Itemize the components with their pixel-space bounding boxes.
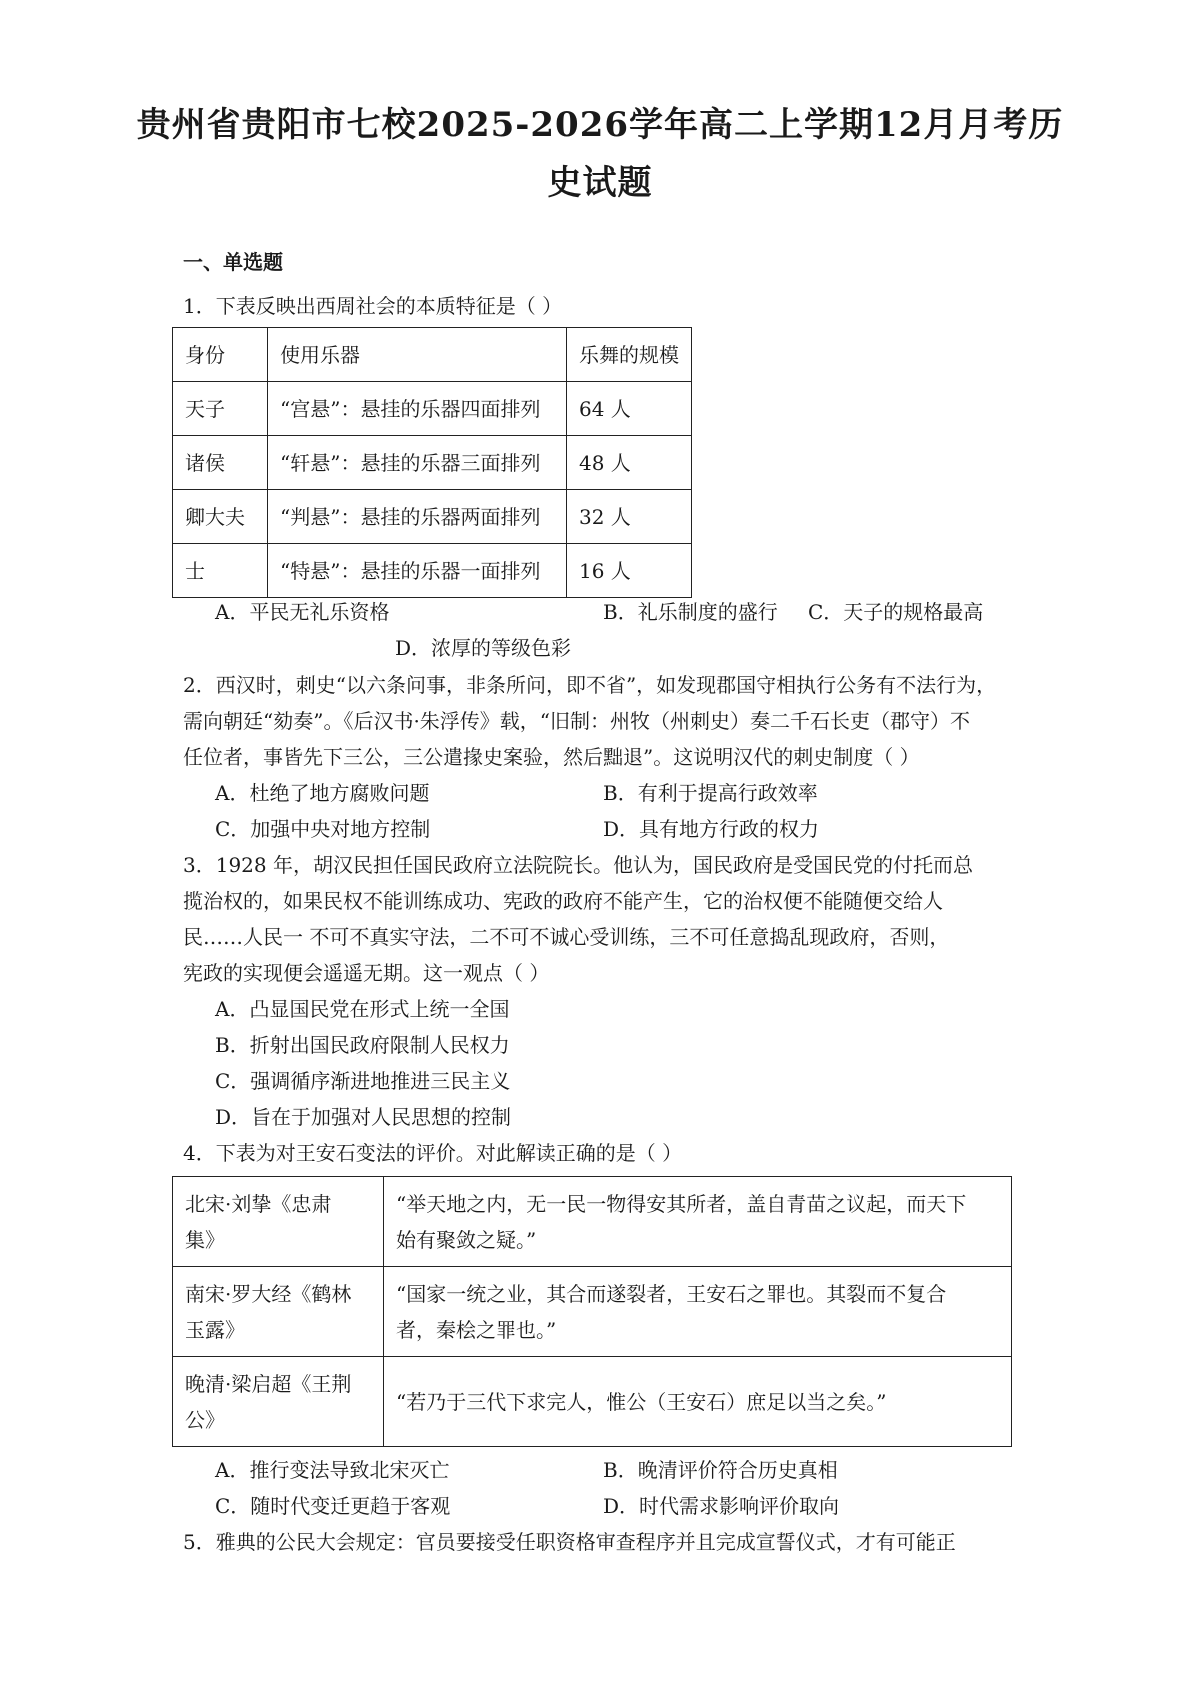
q3-option-c[interactable]: C．强调循序渐进地推进三民主义: [215, 1069, 511, 1093]
source-cell: [173, 1267, 384, 1357]
q4-option-d[interactable]: D．时代需求影响评价取向: [603, 1494, 840, 1518]
table-cell: “宫悬”：悬挂的乐器四面排列: [268, 382, 567, 436]
q1-option-a[interactable]: A．平民无礼乐资格: [215, 600, 390, 624]
table-cell: “判悬”：悬挂的乐器两面排列: [268, 490, 567, 544]
quote-line: “若乃于三代下求完人，惟公（王安石）庶足以当之矣。”: [396, 1389, 887, 1414]
q4-table: [172, 1176, 1012, 1447]
table-cell: 卿大夫: [173, 490, 268, 544]
table-row: [173, 1267, 1012, 1357]
q3-line-1: 3．1928 年，胡汉民担任国民政府立法院院长。他认为，国民政府是受国民党的付托而总: [183, 853, 973, 877]
q4-option-a[interactable]: A．推行变法导致北宋灭亡: [215, 1458, 450, 1482]
q3-option-a[interactable]: A．凸显国民党在形式上统一全国: [215, 997, 510, 1021]
table-cell: 48 人: [567, 436, 692, 490]
table-cell: 士: [173, 544, 268, 598]
q2-option-d[interactable]: D．具有地方行政的权力: [603, 817, 820, 841]
table-row: [173, 382, 692, 436]
q2-option-a[interactable]: A．杜绝了地方腐败问题: [215, 781, 430, 805]
table-cell: “轩悬”：悬挂的乐器三面排列: [268, 436, 567, 490]
source-line: 晚清·梁启超《王荆: [185, 1371, 352, 1396]
q2-line-2: 需向朝廷“劾奏”。《后汉书·朱浮传》载，“旧制：州牧（州刺史）奏二千石长吏（郡守）不: [183, 709, 971, 733]
title-line-2: 史试题: [547, 163, 653, 203]
header-cell: 乐舞的规模: [567, 328, 692, 382]
table-row: [173, 544, 692, 598]
source-line: 玉露》: [185, 1317, 245, 1342]
q3-line-3: 民……人民一 不可不真实守法，二不可不诚心受训练，三不可任意捣乱现政府，否则，: [183, 925, 950, 949]
quote-cell: [384, 1357, 1012, 1447]
q2-line-1: 2．西汉时，刺史“以六条问事，非条所问，即不省”，如发现郡国守相执行公务有不法行为，: [183, 673, 997, 697]
source-cell: [173, 1357, 384, 1447]
title-line-1: 贵州省贵阳市七校2025-2026学年高二上学期12月月考历: [136, 105, 1064, 145]
table-cell: 64 人: [567, 382, 692, 436]
q2-line-3: 任位者，事皆先下三公，三公遣掾史案验，然后黜退”。这说明汉代的刺史制度（ ）: [183, 745, 920, 769]
table-row: [173, 1357, 1012, 1447]
table-row: [173, 490, 692, 544]
q1-stem: 1．下表反映出西周社会的本质特征是（ ）: [183, 294, 563, 318]
table-cell: 16 人: [567, 544, 692, 598]
table-cell: 诸侯: [173, 436, 268, 490]
q2-option-c[interactable]: C．加强中央对地方控制: [215, 817, 431, 841]
source-line: 北宋·刘挚《忠肃: [185, 1191, 332, 1216]
section-heading: 一、单选题: [183, 250, 283, 274]
header-cell: 身份: [173, 328, 268, 382]
q3-option-b[interactable]: B．折射出国民政府限制人民权力: [215, 1033, 510, 1057]
q1-table: [172, 327, 692, 598]
quote-cell: [384, 1177, 1012, 1267]
quote-line: “举天地之内，无一民一物得安其所者，盖自青苗之议起，而天下: [396, 1191, 967, 1216]
q1-option-c[interactable]: C．天子的规格最高: [808, 600, 984, 624]
q3-line-4: 宪政的实现便会遥遥无期。这一观点（ ）: [183, 961, 550, 985]
q2-option-b[interactable]: B．有利于提高行政效率: [603, 781, 818, 805]
source-line: 公》: [185, 1407, 225, 1432]
q1-option-d[interactable]: D．浓厚的等级色彩: [395, 636, 572, 660]
source-cell: [173, 1177, 384, 1267]
q1-option-b[interactable]: B．礼乐制度的盛行: [603, 600, 778, 624]
table-header-row: [173, 328, 692, 382]
exam-title: [120, 96, 1080, 212]
table-row: [173, 1177, 1012, 1267]
q3-option-d[interactable]: D．旨在于加强对人民思想的控制: [215, 1105, 512, 1129]
table-cell: 天子: [173, 382, 268, 436]
quote-line: 者，秦桧之罪也。”: [396, 1317, 557, 1342]
quote-cell: [384, 1267, 1012, 1357]
q4-option-b[interactable]: B．晚清评价符合历史真相: [603, 1458, 838, 1482]
table-row: [173, 436, 692, 490]
source-line: 南宋·罗大经《鹤林: [185, 1281, 352, 1306]
q5-line-1: 5．雅典的公民大会规定：官员要接受任职资格审查程序并且完成宣誓仪式，才有可能正: [183, 1530, 956, 1554]
quote-line: “国家一统之业，其合而遂裂者，王安石之罪也。其裂而不复合: [396, 1281, 947, 1306]
q4-option-c[interactable]: C．随时代变迁更趋于客观: [215, 1494, 451, 1518]
header-cell: 使用乐器: [268, 328, 567, 382]
source-line: 集》: [185, 1227, 225, 1252]
table-cell: “特悬”：悬挂的乐器一面排列: [268, 544, 567, 598]
q3-line-2: 揽治权的，如果民权不能训练成功、宪政的政府不能产生，它的治权便不能随便交给人: [183, 889, 943, 913]
table-cell: 32 人: [567, 490, 692, 544]
q4-stem: 4．下表为对王安石变法的评价。对此解读正确的是（ ）: [183, 1141, 683, 1165]
quote-line: 始有聚敛之疑。”: [396, 1227, 537, 1252]
